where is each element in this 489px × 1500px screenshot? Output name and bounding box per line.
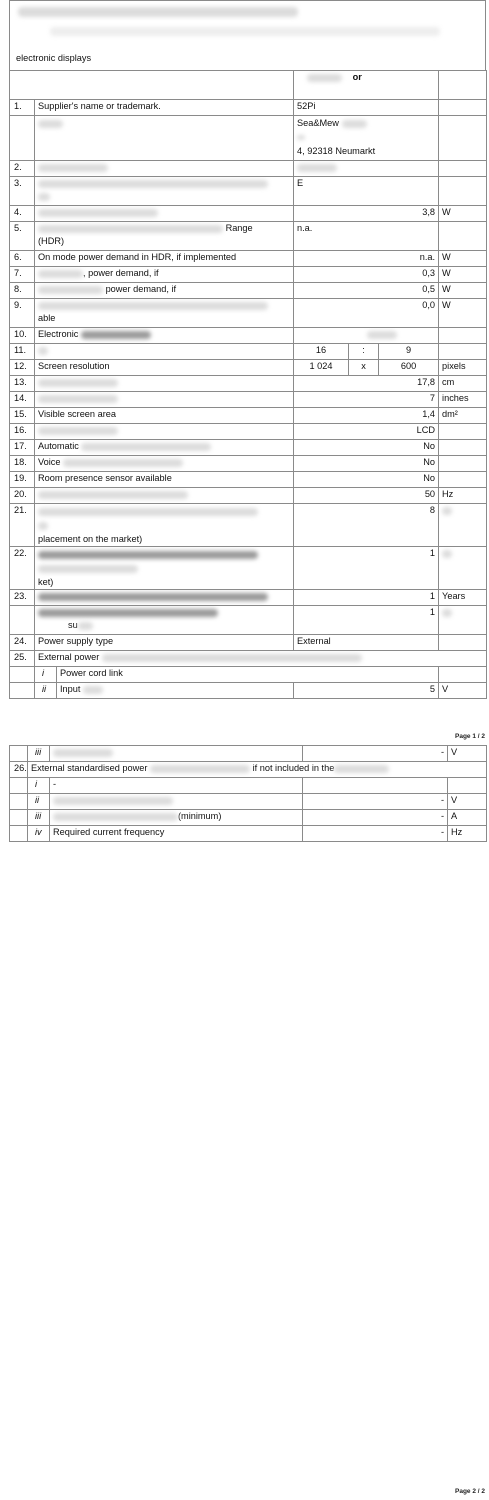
spec-table-page1	[9, 70, 487, 699]
table-row: i Power cord link	[10, 667, 487, 683]
table-row: 1. Supplier's name or trademark. 52Pi	[10, 100, 487, 116]
table-row: 9. able 0,0 W	[10, 299, 487, 328]
page-number-1: Page 1 / 2	[455, 733, 485, 740]
table-row: 22. ket) 1	[10, 547, 487, 590]
table-row: iii (minimum) - A	[10, 810, 487, 826]
table-row: 17. Automatic No	[10, 440, 487, 456]
table-row: 26. External standardised power if not included in the	[10, 762, 487, 778]
table-row: Sea&Mew 4, 92318 Neumarkt	[10, 116, 487, 161]
table-row: 24. Power supply type External	[10, 635, 487, 651]
table-row: 18. Voice No	[10, 456, 487, 472]
table-row: 4. 3,8 W	[10, 206, 487, 222]
table-row: 23. 1 Years	[10, 590, 487, 606]
table-row: 19. Room presence sensor available No	[10, 472, 487, 488]
table-row: iv Required current frequency - Hz	[10, 826, 487, 842]
table-row: 14. 7 inches	[10, 392, 487, 408]
spec-table-page2	[9, 745, 487, 842]
table-row: 6. On mode power demand in HDR, if implemented n.a. W	[10, 251, 487, 267]
table-row: 2.	[10, 161, 487, 177]
table-row: 12. Screen resolution 1 024 x 600 pixels	[10, 360, 487, 376]
table-row: 10. Electronic	[10, 328, 487, 344]
table-row: 11. 16 : 9	[10, 344, 487, 360]
table-row: 21. placement on the market) 8	[10, 504, 487, 547]
table-row: 16. LCD	[10, 424, 487, 440]
table-row: 5. Range (HDR) n.a.	[10, 222, 487, 251]
page-number-2: Page 2 / 2	[455, 1488, 485, 1495]
table-row: 3. E	[10, 177, 487, 206]
table-row: ii Input 5 V	[10, 683, 487, 699]
table-row: i -	[10, 778, 487, 794]
header-or: or	[352, 72, 362, 82]
table-row: 7. , power demand, if 0,3 W	[10, 267, 487, 283]
table-row: 20. 50 Hz	[10, 488, 487, 504]
redacted-title	[18, 7, 298, 17]
document-header	[9, 0, 486, 71]
table-row: 13. 17,8 cm	[10, 376, 487, 392]
table-row: ii - V	[10, 794, 487, 810]
table-row: su 1	[10, 606, 487, 635]
table-row: 8. power demand, if 0,5 W	[10, 283, 487, 299]
table-row: 25. External power	[10, 651, 487, 667]
redacted-header	[307, 74, 342, 82]
redacted-title-line2	[50, 27, 440, 36]
header-subtitle: electronic displays	[16, 53, 92, 63]
table-row: iii - V	[10, 746, 487, 762]
table-header-row	[10, 71, 487, 100]
table-row: 15. Visible screen area 1,4 dm²	[10, 408, 487, 424]
